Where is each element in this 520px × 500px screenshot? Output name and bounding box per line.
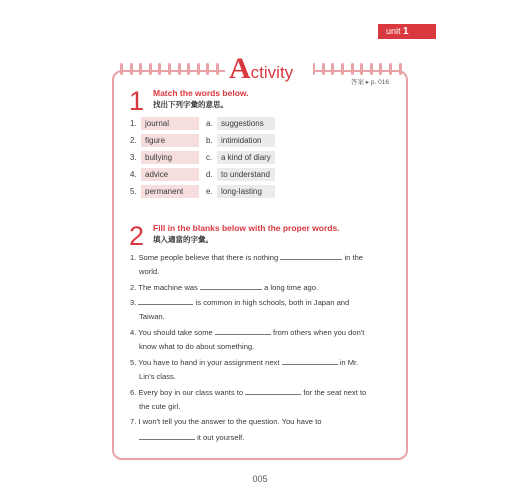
sentence-6-line-2: the cute girl. [139, 402, 181, 411]
match-num: 5. [130, 187, 137, 196]
sentence-2: 2. The machine was a long time ago. [130, 283, 319, 292]
match-word: bullying [141, 151, 199, 164]
sentence-7-line-2: it out yourself. [139, 432, 244, 443]
match-meaning: to understand [217, 168, 275, 181]
section1-heading: Match the words below. [153, 88, 249, 98]
match-word: permanent [141, 185, 199, 198]
match-word: advice [141, 168, 199, 181]
match-num: 3. [130, 153, 137, 162]
match-num: 1. [130, 119, 137, 128]
sentence-5-line-1: 5. You have to hand in your assignment next in Mr. [130, 358, 359, 367]
sentence-6-line-1: 6. Every boy in our class wants to for the seat next to [130, 388, 367, 397]
section2-subheading: 填入適當的字彙。 [153, 235, 213, 244]
match-row-1 [130, 117, 290, 130]
blank-4[interactable] [215, 327, 271, 335]
match-meaning: suggestions [217, 117, 275, 130]
match-word: figure [141, 134, 199, 147]
activity-title [225, 52, 313, 86]
match-letter: e. [206, 187, 213, 196]
section1-subheading: 找出下列字彙的意思。 [153, 100, 228, 109]
sentence-3-line-2: Taiwan. [139, 312, 165, 321]
sentence-3-line-1: 3. is common in high schools, both in Japan and [130, 298, 350, 307]
unit-label: unit [386, 26, 401, 36]
title-rest: ctivity [250, 63, 294, 82]
match-row-3 [130, 151, 290, 164]
match-letter: c. [206, 153, 213, 162]
section2-number: 2 [129, 221, 145, 251]
blank-2[interactable] [200, 282, 262, 290]
blank-1[interactable] [280, 252, 342, 260]
blank-3[interactable] [138, 297, 193, 305]
match-letter: b. [206, 136, 213, 145]
match-letter: d. [206, 170, 213, 179]
match-word: journal [141, 117, 199, 130]
sentence-7-line-1: 7. I won't tell you the answer to the question. You have to [130, 417, 322, 426]
match-num: 4. [130, 170, 137, 179]
sentence-4-line-1: 4. You should take some from others when you don't [130, 328, 365, 337]
match-row-5 [130, 185, 290, 198]
unit-tab [378, 24, 436, 39]
sentence-1-line-1: 1. Some people believe that there is nothing in the [130, 253, 364, 262]
page-number: 005 [252, 474, 268, 484]
section1-number: 1 [129, 86, 145, 116]
match-meaning: a kind of diary [217, 151, 275, 164]
blank-6[interactable] [245, 387, 301, 395]
match-row-2 [130, 134, 290, 147]
sentence-4-line-2: know what to do about something. [139, 342, 255, 351]
match-row-4 [130, 168, 290, 181]
blank-7[interactable] [139, 432, 195, 440]
match-meaning: intimidation [217, 134, 275, 147]
title-first-letter: A [229, 52, 251, 85]
blank-5[interactable] [282, 357, 338, 365]
answer-reference: 答案 ▸ p. 016 [351, 79, 389, 86]
sentence-5-line-2: Lin's class. [139, 372, 176, 381]
section2-heading: Fill in the blanks below with the proper words. [153, 223, 340, 233]
sentence-1-line-2: world. [139, 267, 160, 276]
match-letter: a. [206, 119, 213, 128]
unit-number: 1 [403, 26, 409, 37]
match-meaning: long-lasting [217, 185, 275, 198]
match-num: 2. [130, 136, 137, 145]
